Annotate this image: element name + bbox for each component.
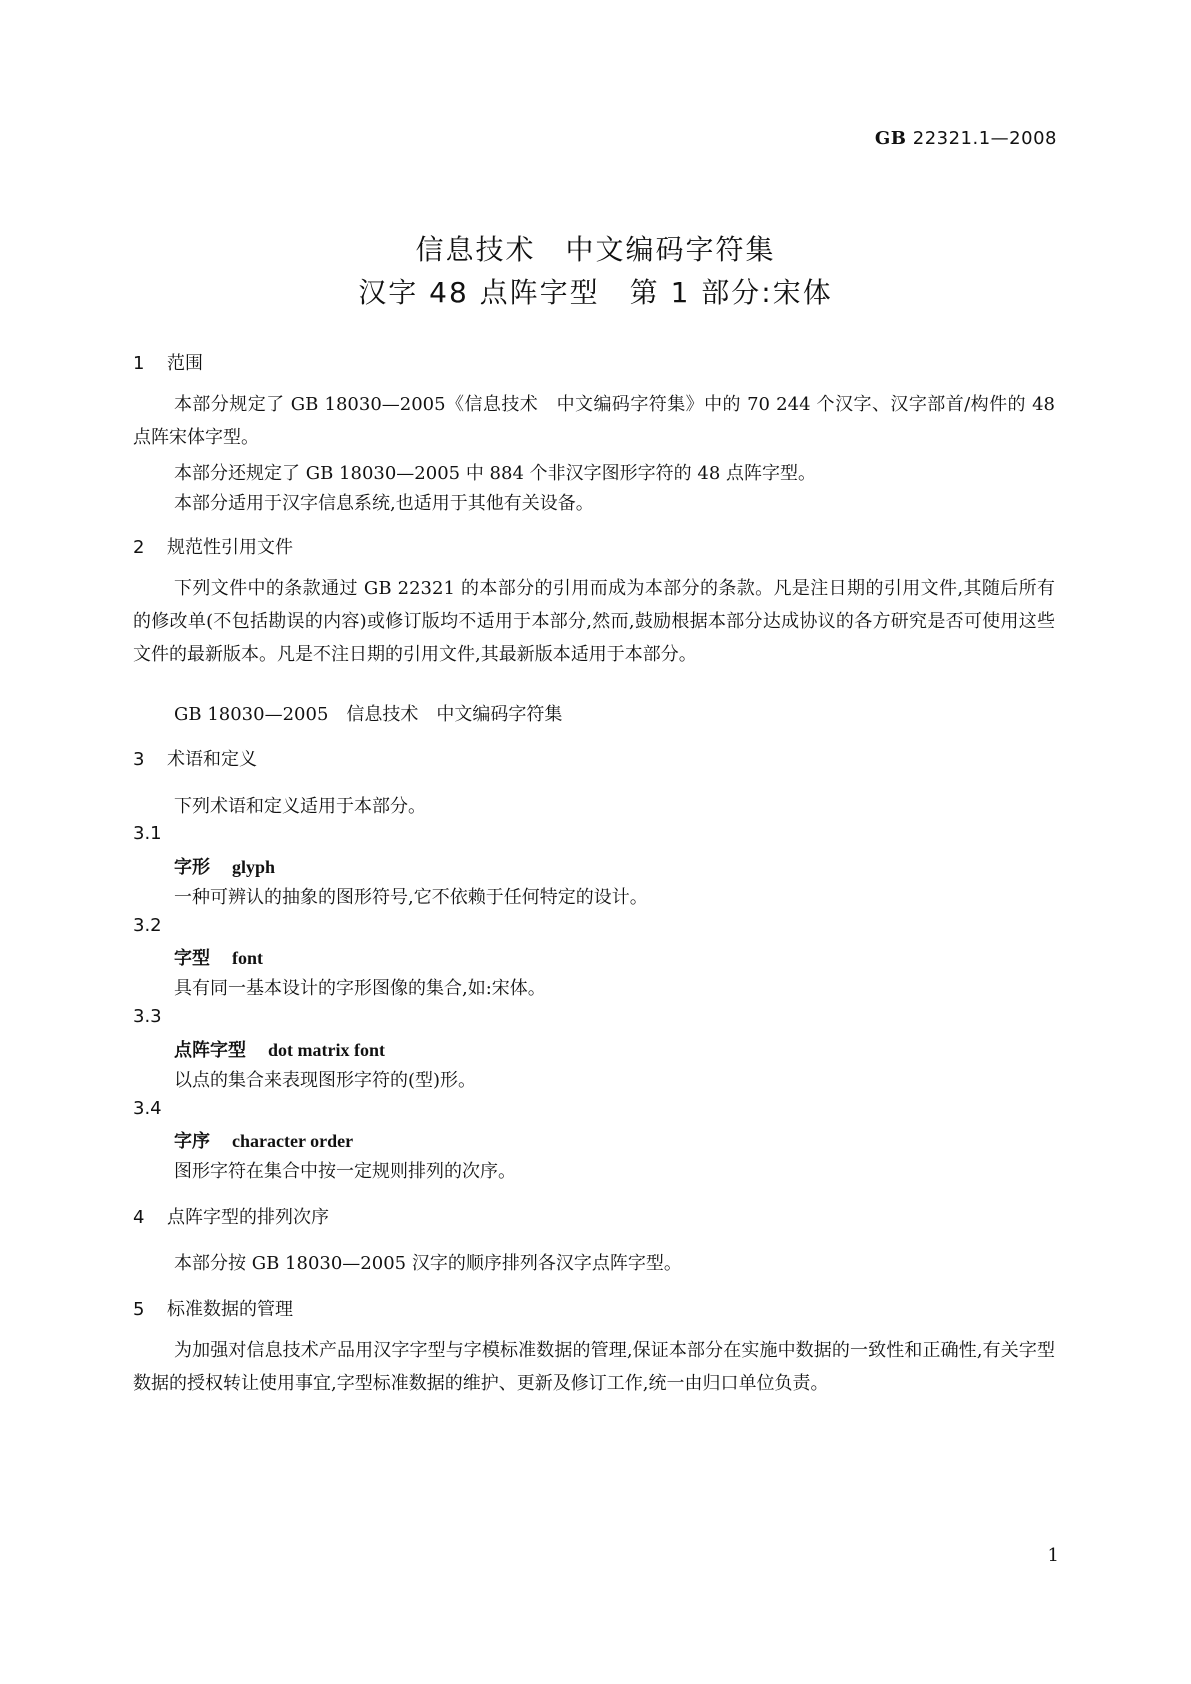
standard-prefix: GB (874, 128, 907, 149)
term-chinese: 字型 (174, 948, 210, 969)
term-english: font (232, 948, 263, 968)
section-3-intro: 下列术语和定义适用于本部分。 (174, 796, 426, 817)
page-number: 1 (1047, 1545, 1059, 1566)
section-title: 术语和定义 (167, 749, 257, 770)
section-number: 2 (133, 537, 145, 558)
section-title: 规范性引用文件 (167, 537, 293, 558)
term-chinese: 点阵字型 (174, 1040, 246, 1061)
term-chinese: 字形 (174, 857, 210, 878)
term-number: 3.1 (133, 823, 162, 844)
section-title: 范围 (167, 353, 203, 374)
term-number: 3.3 (133, 1006, 162, 1027)
standard-number (875, 128, 1057, 149)
section-2-heading (133, 533, 293, 559)
section-1-heading (133, 349, 203, 375)
section-1-paragraph-2: 本部分还规定了 GB 18030—2005 中 884 个非汉字图形字符的 48 点阵字型。 (174, 463, 816, 484)
term-heading (174, 944, 263, 970)
section-1-paragraph-3: 本部分适用于汉字信息系统,也适用于其他有关设备。 (174, 493, 594, 514)
term-english: character order (232, 1131, 354, 1151)
standard-code: 22321.1—2008 (912, 128, 1057, 149)
term-number: 3.4 (133, 1098, 162, 1119)
section-5-paragraph-1: 为加强对信息技术产品用汉字字型与字模标准数据的管理,保证本部分在实施中数据的一致性和正确性,有关字型数据的授权转让使用事宜,字型标准数据的维护、更新及修订工作,统一由归口单位负责。 (133, 1340, 1055, 1394)
section-number: 4 (133, 1207, 145, 1228)
term-english: dot matrix font (268, 1040, 385, 1060)
section-3-heading (133, 745, 257, 771)
section-title: 点阵字型的排列次序 (167, 1207, 329, 1228)
section-number: 3 (133, 749, 145, 770)
term-chinese: 字序 (174, 1131, 210, 1152)
term-english: glyph (232, 857, 276, 877)
section-number: 5 (133, 1299, 145, 1320)
section-4-heading (133, 1203, 329, 1229)
normative-reference: GB 18030—2005 信息技术 中文编码字符集 (174, 704, 563, 725)
section-5-heading (133, 1295, 293, 1321)
term-heading (174, 1127, 353, 1153)
term-definition: 一种可辨认的抽象的图形符号,它不依赖于任何特定的设计。 (174, 887, 648, 908)
section-2-paragraph-1: 下列文件中的条款通过 GB 22321 的本部分的引用而成为本部分的条款。凡是注日期的引用文件,其随后所有的修改单(不包括勘误的内容)或修订版均不适用于本部分,然而,鼓励根据本部分达成协议的各方研究是否可使用这些文件的最新版本。凡是不注日期的引用文件,其最新版本适用于本部分。 (133, 578, 1055, 665)
document-title-line1: 信息技术 中文编码字符集 (415, 233, 776, 266)
term-number: 3.2 (133, 915, 162, 936)
section-4-paragraph-1: 本部分按 GB 18030—2005 汉字的顺序排列各汉字点阵字型。 (174, 1253, 682, 1274)
section-title: 标准数据的管理 (167, 1299, 293, 1320)
section-number: 1 (133, 353, 145, 374)
term-heading (174, 1036, 385, 1062)
section-1-paragraph-1: 本部分规定了 GB 18030—2005《信息技术 中文编码字符集》中的 70 244 个汉字、汉字部首/构件的 48 点阵宋体字型。 (133, 394, 1055, 448)
document-title-line2: 汉字 48 点阵字型 第 1 部分:宋体 (358, 276, 833, 309)
term-definition: 以点的集合来表现图形字符的(型)形。 (174, 1070, 477, 1091)
term-definition: 图形字符在集合中按一定规则排列的次序。 (174, 1161, 516, 1182)
term-definition: 具有同一基本设计的字形图像的集合,如:宋体。 (174, 978, 546, 999)
term-heading (174, 853, 275, 879)
